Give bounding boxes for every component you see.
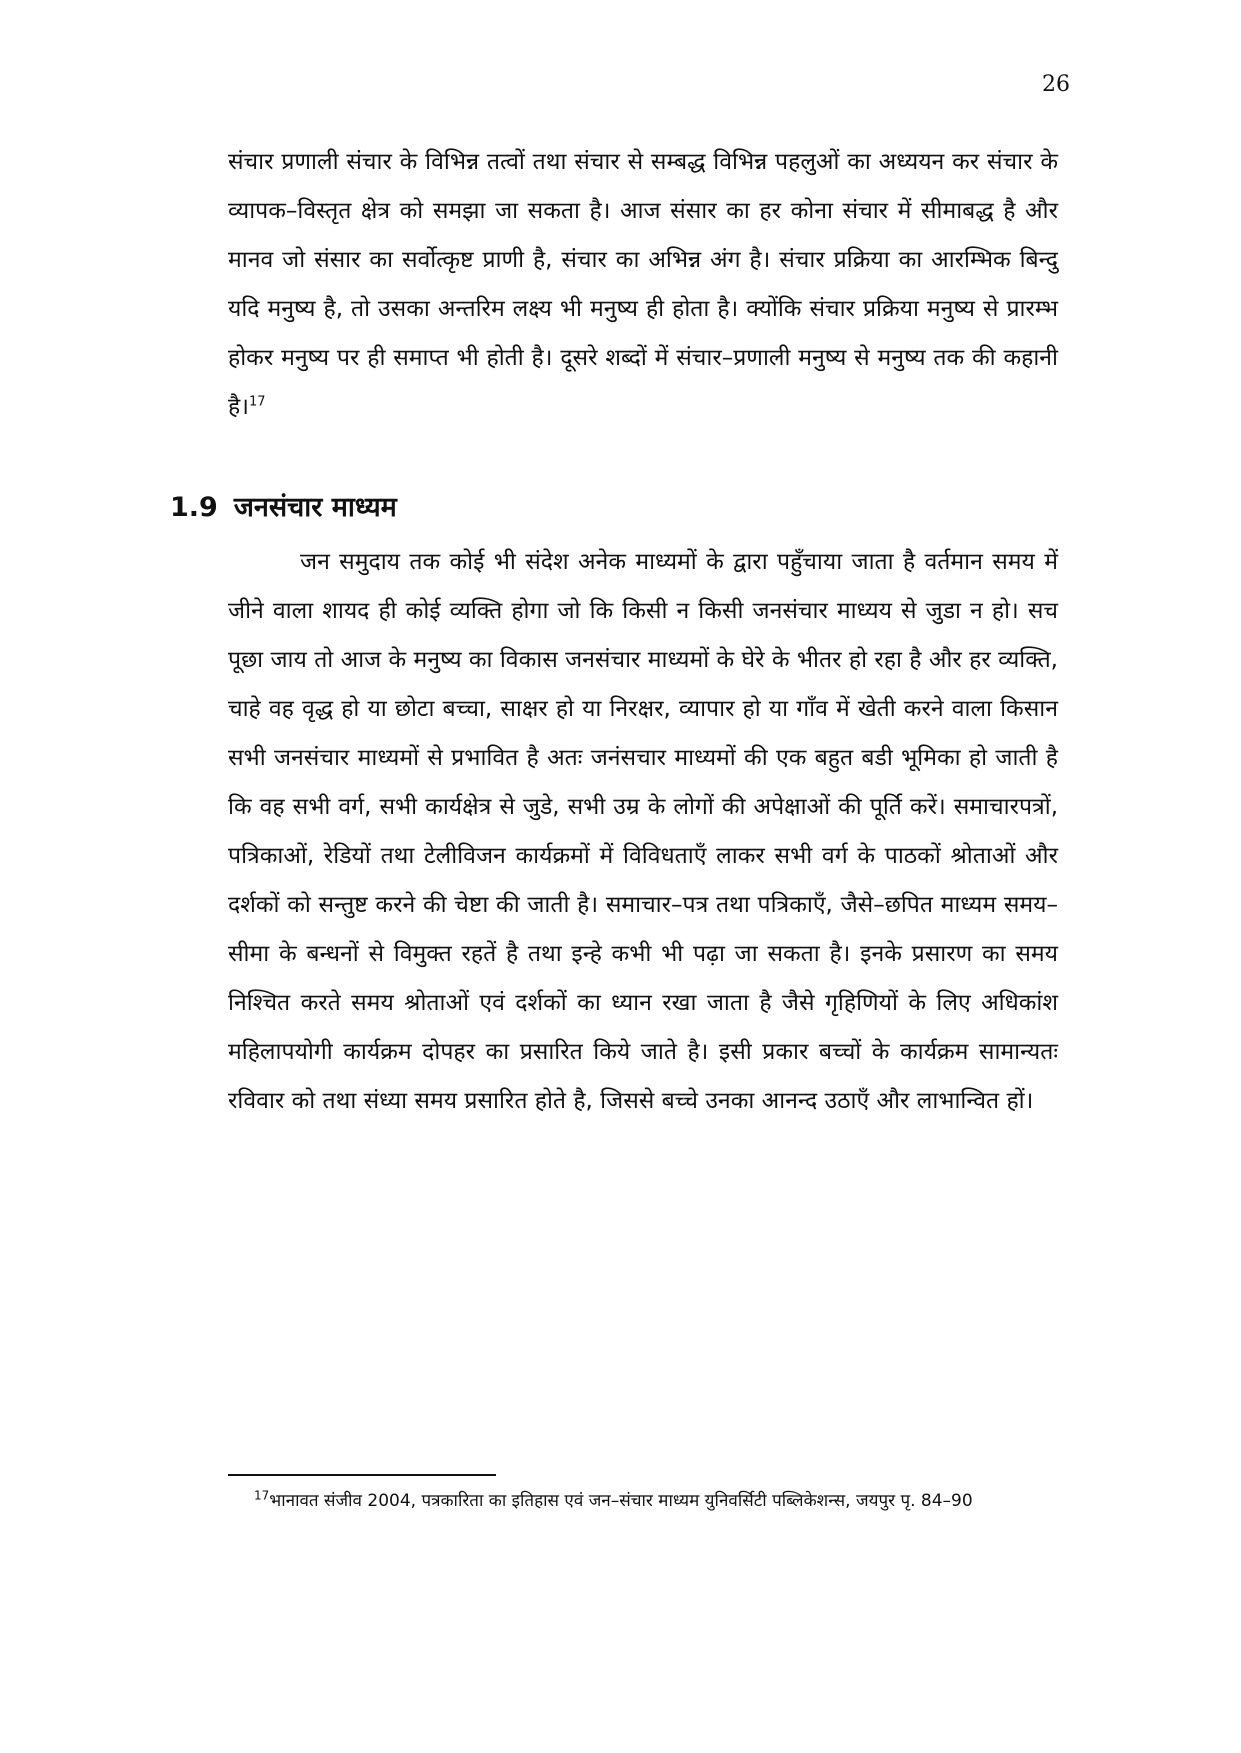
section-heading: [170, 488, 397, 528]
paragraph-text: संचार प्रणाली संचार के विभिन्न तत्वों तथा संचार से सम्बद्ध विभिन्न पहलुओं का अध्ययन कर संचार के व्यापक–विस्तृत क्षेत्र को समझा जा सकता है। आज संसार का हर कोना संचार में सीमाबद्ध है और मानव जो संसार का सर्वोत्कृष्ट प्राणी है, संचार का अभिन्न अंग है। संचार प्रक्रिया का आरम्भिक बिन्दु यदि मनुष्य है, तो उसका अन्तरिम लक्ष्य भी मनुष्य ही होता है। क्योंकि संचार प्रक्रिया मनुष्य से प्रारम्भ होकर मनुष्य पर ही समाप्त भी होती है। दूसरे शब्दों में संचार–प्रणाली मनुष्य से मनुष्य तक की कहानी है।: [228, 149, 1058, 420]
section-number: 1.9: [170, 492, 218, 523]
footnote-separator: [228, 1474, 496, 1476]
section-title: जनसंचार माध्यम: [233, 492, 397, 523]
body-paragraph-1: [228, 138, 1058, 432]
body-paragraph-2: [228, 538, 1058, 1126]
footnote: [254, 1488, 1014, 1515]
footnote-text: भानावत संजीव 2004, पत्रकारिता का इतिहास एवं जन–संचार माध्यम युनिवर्सिटी पब्लिकेशन्स, जयपुर पृ. 84–90: [269, 1491, 973, 1511]
page-number: 26: [1042, 72, 1070, 97]
footnote-reference[interactable]: 17: [248, 394, 266, 410]
footnote-mark: 17: [254, 1488, 270, 1503]
paragraph-text: जन समुदाय तक कोई भी संदेश अनेक माध्यमों के द्वारा पहुँचाया जाता है वर्तमान समय में जीने वाला शायद ही कोई व्यक्ति होगा जो कि किसी न किसी जनसंचार माध्यय से जुडा न हो। सच पूछा जाय तो आज के मनुष्य का विकास जनसंचार माध्यमों के घेरे के भीतर हो रहा है और हर व्यक्ति, चाहे वह वृद्ध हो या छोटा बच्चा, साक्षर हो या निरक्षर, व्यापार हो या गाँव में खेती करने वाला किसान सभी जनसंचार माध्यमों से प्रभावित है अतः जनंसचार माध्यमों की एक बहुत बडी भूमिका हो जाती है कि वह सभी वर्ग, सभी कार्यक्षेत्र से जुडे, सभी उम्र के लोगों की अपेक्षाओं की पूर्ति करें। समाचारपत्रों, पत्रिकाओं, रेडियों तथा टेलीविजन कार्यक्रमों में विविधताएँ लाकर सभी वर्ग के पाठकों श्रोताओं और दर्शकों को सन्तुष्ट करने की चेष्टा की जाती है। समाचार–पत्र तथा पत्रिकाएँ, जैसे–छपित माध्यम समय–सीमा के बन्धनों से विमुक्त रहतें है तथा इन्हे कभी भी पढ़ा जा सकता है। इनके प्रसारण का समय निश्चित करते समय श्रोताओं एवं दर्शकों का ध्यान रखा जाता है जैसे गृहिणियों के लिए अधिकांश महिलापयोगी कार्यक्रम दोपहर का प्रसारित किये जाते है। इसी प्रकार बच्चों के कार्यक्रम सामान्यतः रविवार को तथा संध्या समय प्रसारित होते है, जिससे बच्चे उनका आनन्द उठाएँ और लाभान्वित हों।: [228, 549, 1058, 1114]
